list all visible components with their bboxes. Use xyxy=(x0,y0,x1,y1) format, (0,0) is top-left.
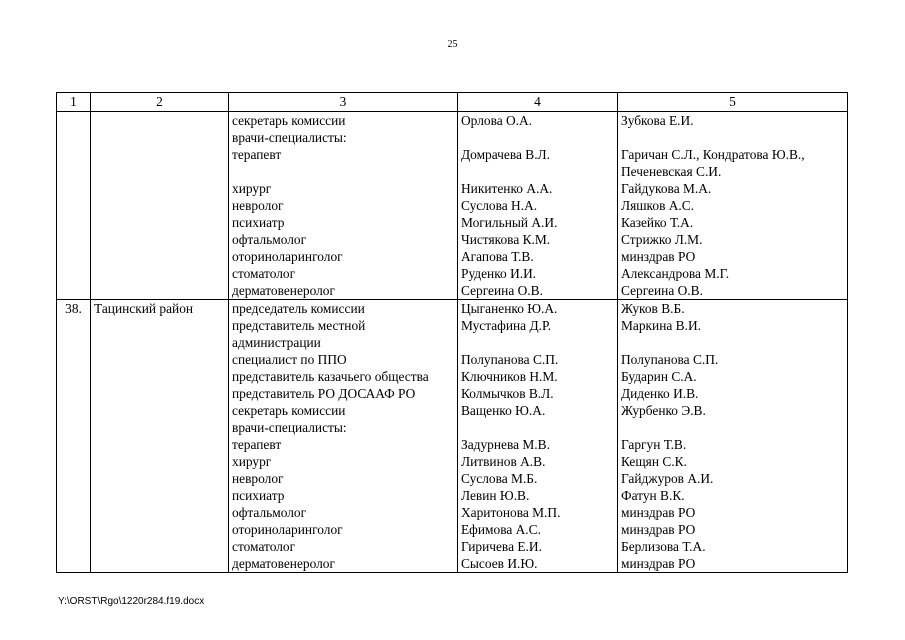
member-name: Суслова М.Б. xyxy=(461,471,538,486)
reserve-member-name: Гаргун Т.В. xyxy=(621,437,687,452)
member-name: Могильный А.И. xyxy=(461,215,558,230)
reserve-member-name: Берлизова Т.А. xyxy=(621,539,706,554)
reserve-member-name: Маркина В.И. xyxy=(621,318,701,333)
commission-role: секретарь комиссии xyxy=(232,113,346,128)
file-path-footer: Y:\ORST\Rgo\1220r284.f19.docx xyxy=(58,596,205,607)
commission-role: врачи-специалисты: xyxy=(232,130,347,145)
commission-role-cell xyxy=(229,112,458,300)
reserve-member-name: Бударин С.А. xyxy=(621,369,697,384)
reserve-member-name: Гайджуров А.И. xyxy=(621,471,714,486)
member-name: Орлова О.А. xyxy=(461,113,533,128)
reserve-member-name: Жуков В.Б. xyxy=(621,301,685,316)
reserve-member-name: Фатун В.К. xyxy=(621,488,685,503)
reserve-member-name xyxy=(621,129,844,146)
member-name-cell xyxy=(458,300,618,573)
district-name xyxy=(91,112,229,300)
commission-role: секретарь комиссии xyxy=(232,403,346,418)
commission-role: дерматовенеролог xyxy=(232,556,335,571)
reserve-member-name: Зубкова Е.И. xyxy=(621,113,694,128)
commission-role: хирург xyxy=(232,454,272,469)
member-name xyxy=(461,129,614,146)
header-col-1: 1 xyxy=(57,93,91,112)
commission-role: офтальмолог xyxy=(232,505,307,520)
member-name-cell xyxy=(458,112,618,300)
member-name xyxy=(461,163,614,180)
commission-table xyxy=(56,92,848,573)
row-number: 38. xyxy=(57,300,91,573)
commission-role: невролог xyxy=(232,198,284,213)
commission-role: дерматовенеролог xyxy=(232,283,335,298)
reserve-member-name xyxy=(621,419,844,436)
commission-role: оториноларинголог xyxy=(232,249,343,264)
member-name: Харитонова М.П. xyxy=(461,505,561,520)
row-number xyxy=(57,112,91,300)
commission-role: невролог xyxy=(232,471,284,486)
reserve-member-name: минздрав РО xyxy=(621,249,696,264)
reserve-member-name: Журбенко Э.В. xyxy=(621,403,706,418)
member-name: Цыганенко Ю.А. xyxy=(461,301,558,316)
commission-role: психиатр xyxy=(232,215,285,230)
member-name xyxy=(461,419,614,436)
reserve-member-name: Диденко И.В. xyxy=(621,386,699,401)
commission-role xyxy=(232,163,454,180)
member-name: Никитенко А.А. xyxy=(461,181,553,196)
commission-role: председатель комиссии xyxy=(232,301,365,316)
reserve-member-name: минздрав РО xyxy=(621,522,696,537)
commission-role-cell xyxy=(229,300,458,573)
commission-role: представитель казачьего общества xyxy=(232,369,429,384)
member-name: Ключников Н.М. xyxy=(461,369,558,384)
member-name: Домрачева В.Л. xyxy=(461,147,550,162)
commission-role: терапевт xyxy=(232,147,282,162)
header-col-2: 2 xyxy=(91,93,229,112)
header-row xyxy=(57,93,848,112)
reserve-member-name-cell xyxy=(618,300,848,573)
commission-role: терапевт xyxy=(232,437,282,452)
reserve-member-name: Ляшков А.С. xyxy=(621,198,695,213)
commission-role: стоматолог xyxy=(232,539,296,554)
reserve-member-name: минздрав РО xyxy=(621,556,696,571)
member-name: Агапова Т.В. xyxy=(461,249,534,264)
reserve-member-name xyxy=(621,334,844,351)
reserve-member-name: Гайдукова М.А. xyxy=(621,181,712,196)
commission-role: хирург xyxy=(232,181,272,196)
member-name: Мустафина Д.Р. xyxy=(461,318,552,333)
table-row xyxy=(57,112,848,300)
reserve-member-name: Печеневская С.И. xyxy=(621,164,722,179)
member-name xyxy=(461,334,614,351)
member-name: Сергеина О.В. xyxy=(461,283,543,298)
page-number: 25 xyxy=(447,39,458,50)
member-name: Гиричева Е.И. xyxy=(461,539,542,554)
commission-role: представитель местной xyxy=(232,318,366,333)
commission-role: оториноларинголог xyxy=(232,522,343,537)
member-name: Сысоев И.Ю. xyxy=(461,556,538,571)
member-name: Колмычков В.Л. xyxy=(461,386,554,401)
header-col-5: 5 xyxy=(618,93,848,112)
commission-role: специалист по ППО xyxy=(232,352,347,367)
reserve-member-name: Полупанова С.П. xyxy=(621,352,719,367)
header-col-4: 4 xyxy=(458,93,618,112)
reserve-member-name: Казейко Т.А. xyxy=(621,215,694,230)
commission-role: представитель РО ДОСААФ РО xyxy=(232,386,416,401)
commission-role: администрации xyxy=(232,335,321,350)
reserve-member-name: Стрижко Л.М. xyxy=(621,232,703,247)
member-name: Ефимова А.С. xyxy=(461,522,541,537)
district-name: Тацинский район xyxy=(91,300,229,573)
commission-role: врачи-специалисты: xyxy=(232,420,347,435)
member-name: Полупанова С.П. xyxy=(461,352,559,367)
reserve-member-name: минздрав РО xyxy=(621,505,696,520)
member-name: Руденко И.И. xyxy=(461,266,537,281)
reserve-member-name-cell xyxy=(618,112,848,300)
member-name: Задурнева М.В. xyxy=(461,437,550,452)
table-row xyxy=(57,300,848,573)
commission-role: офтальмолог xyxy=(232,232,307,247)
reserve-member-name: Александрова М.Г. xyxy=(621,266,730,281)
member-name: Чистякова К.М. xyxy=(461,232,551,247)
commission-role: психиатр xyxy=(232,488,285,503)
header-col-3: 3 xyxy=(229,93,458,112)
member-name: Левин Ю.В. xyxy=(461,488,530,503)
member-name: Суслова Н.А. xyxy=(461,198,538,213)
member-name: Литвинов А.В. xyxy=(461,454,546,469)
reserve-member-name: Гаричан С.Л., Кондратова Ю.В., xyxy=(621,147,805,162)
member-name: Ващенко Ю.А. xyxy=(461,403,546,418)
reserve-member-name: Сергеина О.В. xyxy=(621,283,703,298)
commission-role: стоматолог xyxy=(232,266,296,281)
reserve-member-name: Кещян С.К. xyxy=(621,454,687,469)
